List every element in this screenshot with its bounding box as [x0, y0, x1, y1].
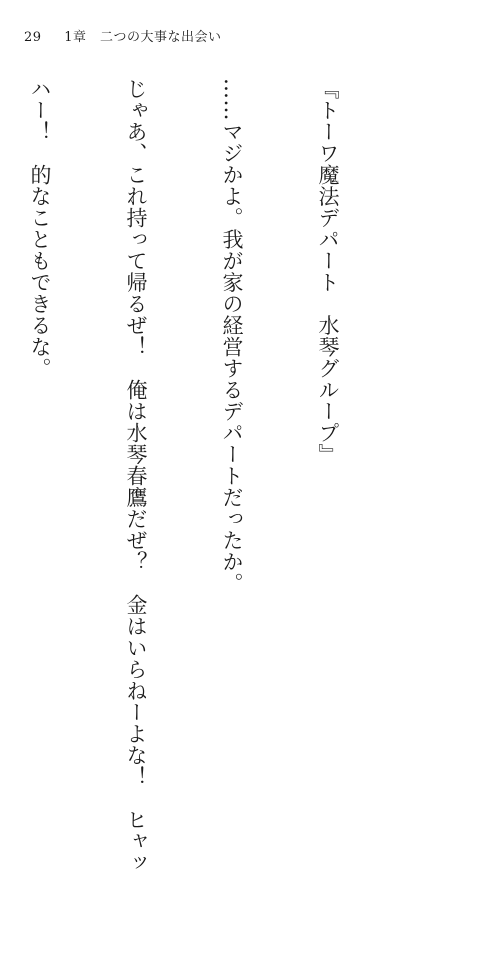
- page-number: 29: [24, 30, 42, 45]
- text-line: じゃあ、これ持って帰るぜ！ 俺は水琴春鷹だぜ？ 金はいらねーよな！ ヒャッ: [124, 78, 148, 874]
- running-header: [24, 26, 221, 45]
- text-line: 『トーワ魔法デパート 水琴グループ』: [316, 78, 340, 465]
- text-line: ハー！ 的なこともできるな。: [28, 78, 52, 379]
- chapter-title: 1章 二つの大事な出会い: [64, 30, 222, 45]
- body-text: [28, 78, 408, 874]
- text-line: ……マジかよ。我が家の経営するデパートだったか。: [220, 78, 244, 594]
